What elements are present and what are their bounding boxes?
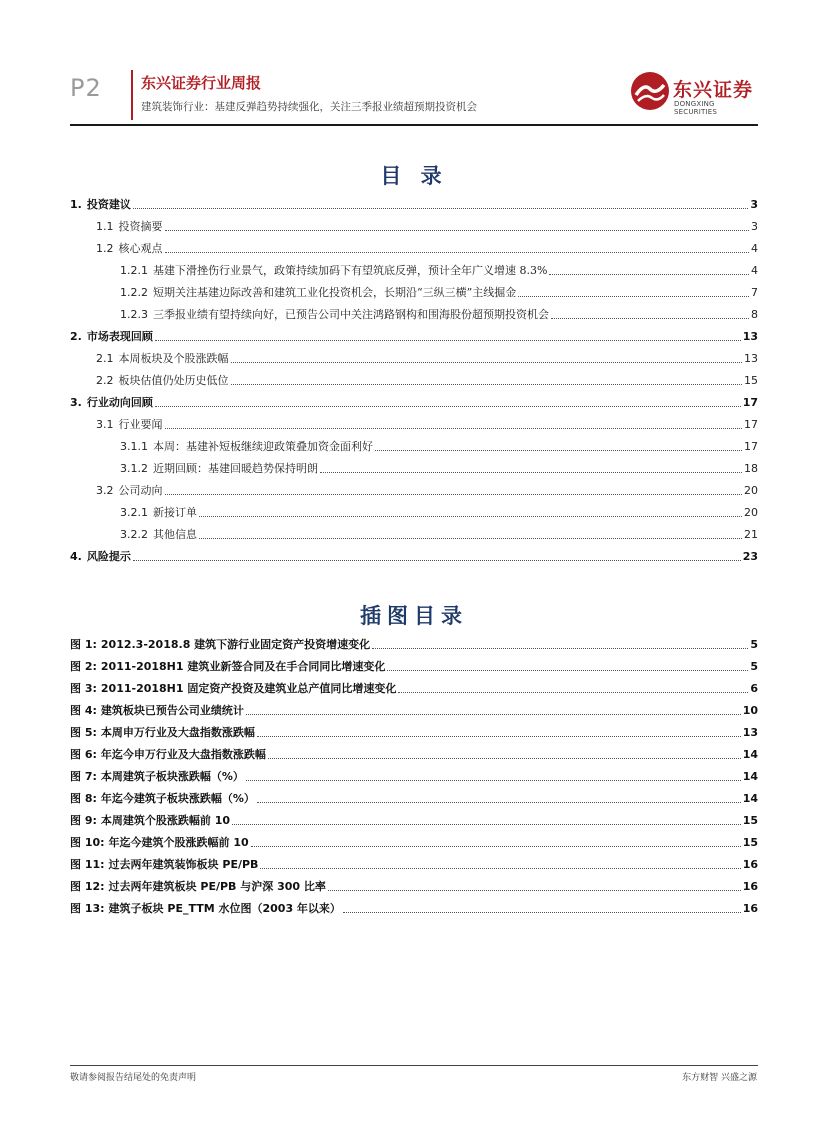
entry-number: 图 1: [70, 638, 97, 651]
entry-text: 2011-2018H1 固定资产投资及建筑业总产值同比增速变化 [100, 682, 397, 695]
entry-page: 13 [744, 352, 758, 365]
entry-number: 3. [70, 396, 82, 409]
entry-page: 4 [751, 242, 758, 255]
entry-number: 1.2.1 [120, 264, 148, 277]
leader-dots [343, 912, 741, 913]
entry-number: 3.1 [96, 418, 114, 431]
entry-number: 3.1.2 [120, 462, 148, 475]
figure-entry[interactable] [70, 744, 758, 762]
entry-text: 其他信息 [153, 528, 197, 541]
toc-entry[interactable] [70, 326, 758, 344]
entry-number: 图 11: [70, 858, 105, 871]
page-number: P2 [70, 74, 102, 102]
entry-number: 2.2 [96, 374, 114, 387]
figure-entry[interactable] [70, 722, 758, 740]
leader-dots [260, 868, 740, 869]
entry-page: 8 [751, 308, 758, 321]
entry-number: 2. [70, 330, 82, 343]
entry-text: 2011-2018H1 建筑业新签合同及在手合同同比增速变化 [100, 660, 386, 673]
leader-dots [199, 538, 742, 539]
figure-entry[interactable] [70, 634, 758, 652]
brand-title: 东兴证券行业周报 [141, 74, 262, 92]
entry-number: 2.1 [96, 352, 114, 365]
leader-dots [387, 670, 748, 671]
leader-dots [257, 736, 741, 737]
leader-dots [199, 516, 742, 517]
toc-entry[interactable] [70, 392, 758, 410]
leader-dots [398, 692, 748, 693]
leader-dots [251, 846, 741, 847]
entry-page: 18 [744, 462, 758, 475]
figure-entry[interactable] [70, 854, 758, 872]
entry-page: 3 [751, 220, 758, 233]
entry-text: 公司动向 [118, 484, 163, 497]
entry-page: 15 [742, 814, 758, 827]
entry-number: 1.2 [96, 242, 114, 255]
entry-text: 近期回顾：基建回暖趋势保持明朗 [153, 462, 318, 475]
entry-number: 图 10: [70, 836, 105, 849]
figure-entry[interactable] [70, 766, 758, 784]
entry-page: 5 [750, 660, 758, 673]
entry-page: 10 [742, 704, 758, 717]
entry-number: 3.2.2 [120, 528, 148, 541]
entry-text: 市场表现回顾 [86, 330, 153, 343]
entry-number: 图 2: [70, 660, 97, 673]
leader-dots [165, 428, 743, 429]
entry-number: 1.1 [96, 220, 114, 233]
footer-rule [70, 1065, 758, 1066]
entry-page: 16 [742, 858, 758, 871]
entry-page: 15 [744, 374, 758, 387]
entry-text: 年迄今申万行业及大盘指数涨跌幅 [100, 748, 266, 761]
leader-dots [155, 406, 741, 407]
entry-page: 4 [751, 264, 758, 277]
toc-entry[interactable] [70, 436, 758, 454]
toc-entry[interactable] [70, 304, 758, 322]
entry-text: 本周建筑子板块涨跌幅（%） [100, 770, 244, 783]
entry-page: 17 [744, 418, 758, 431]
entry-text: 行业要闻 [118, 418, 163, 431]
figure-list-title: 插图目录 [360, 604, 468, 628]
entry-page: 14 [742, 792, 758, 805]
leader-dots [268, 758, 741, 759]
figure-entry[interactable] [70, 832, 758, 850]
entry-text: 投资摘要 [118, 220, 163, 233]
leader-dots [165, 494, 743, 495]
toc-entry[interactable] [70, 370, 758, 388]
figure-entry[interactable] [70, 700, 758, 718]
logo-mark-icon [630, 71, 670, 111]
toc-entry[interactable] [70, 546, 758, 564]
leader-dots [133, 560, 741, 561]
entry-page: 14 [742, 748, 758, 761]
entry-text: 板块估值仍处历史低位 [118, 374, 229, 387]
leader-dots [246, 780, 741, 781]
entry-number: 1.2.2 [120, 286, 148, 299]
entry-text: 风险提示 [86, 550, 131, 563]
leader-dots [328, 890, 741, 891]
entry-text: 建筑板块已预告公司业绩统计 [100, 704, 244, 717]
entry-text: 短期关注基建边际改善和建筑工业化投资机会，长期沿“三纵三横”主线掘金 [153, 286, 517, 299]
entry-page: 13 [742, 330, 758, 343]
entry-number: 图 13: [70, 902, 105, 915]
entry-number: 1.2.3 [120, 308, 148, 321]
toc-entry[interactable] [70, 348, 758, 366]
figure-entry[interactable] [70, 788, 758, 806]
entry-number: 图 3: [70, 682, 97, 695]
entry-text: 本周建筑个股涨跌幅前 10 [100, 814, 231, 827]
leader-dots [320, 472, 742, 473]
entry-text: 核心观点 [118, 242, 163, 255]
report-subtitle: 建筑装饰行业：基建反弹趋势持续强化，关注三季报业绩超预期投资机会 [141, 101, 477, 113]
leader-dots [257, 802, 741, 803]
entry-number: 图 4: [70, 704, 97, 717]
figure-entry[interactable] [70, 876, 758, 894]
entry-page: 17 [742, 396, 758, 409]
entry-number: 图 7: [70, 770, 97, 783]
toc-entry[interactable] [70, 458, 758, 476]
footer-disclaimer: 敬请参阅报告结尾处的免责声明 [70, 1073, 197, 1083]
toc-entry[interactable] [70, 524, 758, 542]
entry-text: 年迄今建筑子板块涨跌幅（%） [100, 792, 255, 805]
entry-text: 新接订单 [153, 506, 197, 519]
entry-page: 6 [750, 682, 758, 695]
entry-text: 三季报业绩有望持续向好，已预告公司中关注鸿路钢构和围海股份超预期投资机会 [153, 308, 549, 321]
header-divider [131, 70, 133, 120]
entry-text: 本周板块及个股涨跌幅 [118, 352, 229, 365]
entry-page: 13 [742, 726, 758, 739]
entry-number: 图 8: [70, 792, 97, 805]
entry-text: 本周申万行业及大盘指数涨跌幅 [100, 726, 255, 739]
leader-dots [231, 362, 743, 363]
entry-page: 14 [742, 770, 758, 783]
entry-text: 本周：基建补短板继续迎政策叠加资金面利好 [153, 440, 373, 453]
entry-page: 5 [750, 638, 758, 651]
entry-text: 投资建议 [86, 198, 131, 211]
leader-dots [232, 824, 741, 825]
figure-entry[interactable] [70, 898, 758, 916]
leader-dots [551, 318, 749, 319]
footer-slogan: 东方财智 兴盛之源 [682, 1073, 757, 1083]
entry-page: 17 [744, 440, 758, 453]
logo-text: 东兴证券 [673, 79, 754, 101]
entry-page: 20 [744, 484, 758, 497]
toc-entry[interactable] [70, 194, 758, 212]
entry-page: 16 [742, 902, 758, 915]
entry-text: 2012.3-2018.8 建筑下游行业固定资产投资增速变化 [100, 638, 371, 651]
toc-title: 目 录 [380, 164, 448, 188]
figure-entry[interactable] [70, 810, 758, 828]
entry-page: 15 [742, 836, 758, 849]
leader-dots [518, 296, 749, 297]
toc-entry[interactable] [70, 260, 758, 278]
leader-dots [133, 208, 749, 209]
entry-number: 图 6: [70, 748, 97, 761]
entry-text: 建筑子板块 PE_TTM 水位图（2003 年以来） [108, 902, 341, 915]
entry-number: 图 9: [70, 814, 97, 827]
entry-page: 16 [742, 880, 758, 893]
header-rule [70, 124, 758, 126]
company-logo [630, 71, 760, 115]
figure-entry[interactable] [70, 678, 758, 696]
entry-page: 21 [744, 528, 758, 541]
leader-dots [372, 648, 748, 649]
leader-dots [155, 340, 741, 341]
leader-dots [549, 274, 749, 275]
figure-entry[interactable] [70, 656, 758, 674]
entry-text: 过去两年建筑板块 PE/PB 与沪深 300 比率 [108, 880, 326, 893]
entry-number: 1. [70, 198, 82, 211]
entry-number: 3.2.1 [120, 506, 148, 519]
entry-number: 3.2 [96, 484, 114, 497]
entry-page: 23 [742, 550, 758, 563]
entry-text: 过去两年建筑装饰板块 PE/PB [108, 858, 259, 871]
entry-page: 7 [751, 286, 758, 299]
leader-dots [375, 450, 742, 451]
leader-dots [246, 714, 741, 715]
entry-number: 图 12: [70, 880, 105, 893]
toc-entry[interactable] [70, 238, 758, 256]
entry-page: 20 [744, 506, 758, 519]
entry-number: 4. [70, 550, 82, 563]
entry-text: 行业动向回顾 [86, 396, 153, 409]
leader-dots [165, 230, 750, 231]
toc-entry[interactable] [70, 414, 758, 432]
leader-dots [231, 384, 743, 385]
toc-entry[interactable] [70, 282, 758, 300]
leader-dots [165, 252, 750, 253]
toc-entry[interactable] [70, 480, 758, 498]
logo-english-text: DONGXING SECURITIES [674, 100, 718, 116]
entry-number: 3.1.1 [120, 440, 148, 453]
entry-page: 3 [750, 198, 758, 211]
toc-entry[interactable] [70, 216, 758, 234]
entry-text: 基建下滑挫伤行业景气，政策持续加码下有望筑底反弹，预计全年广义增速 8.3% [153, 264, 548, 277]
entry-number: 图 5: [70, 726, 97, 739]
entry-text: 年迄今建筑个股涨跌幅前 10 [108, 836, 249, 849]
toc-entry[interactable] [70, 502, 758, 520]
